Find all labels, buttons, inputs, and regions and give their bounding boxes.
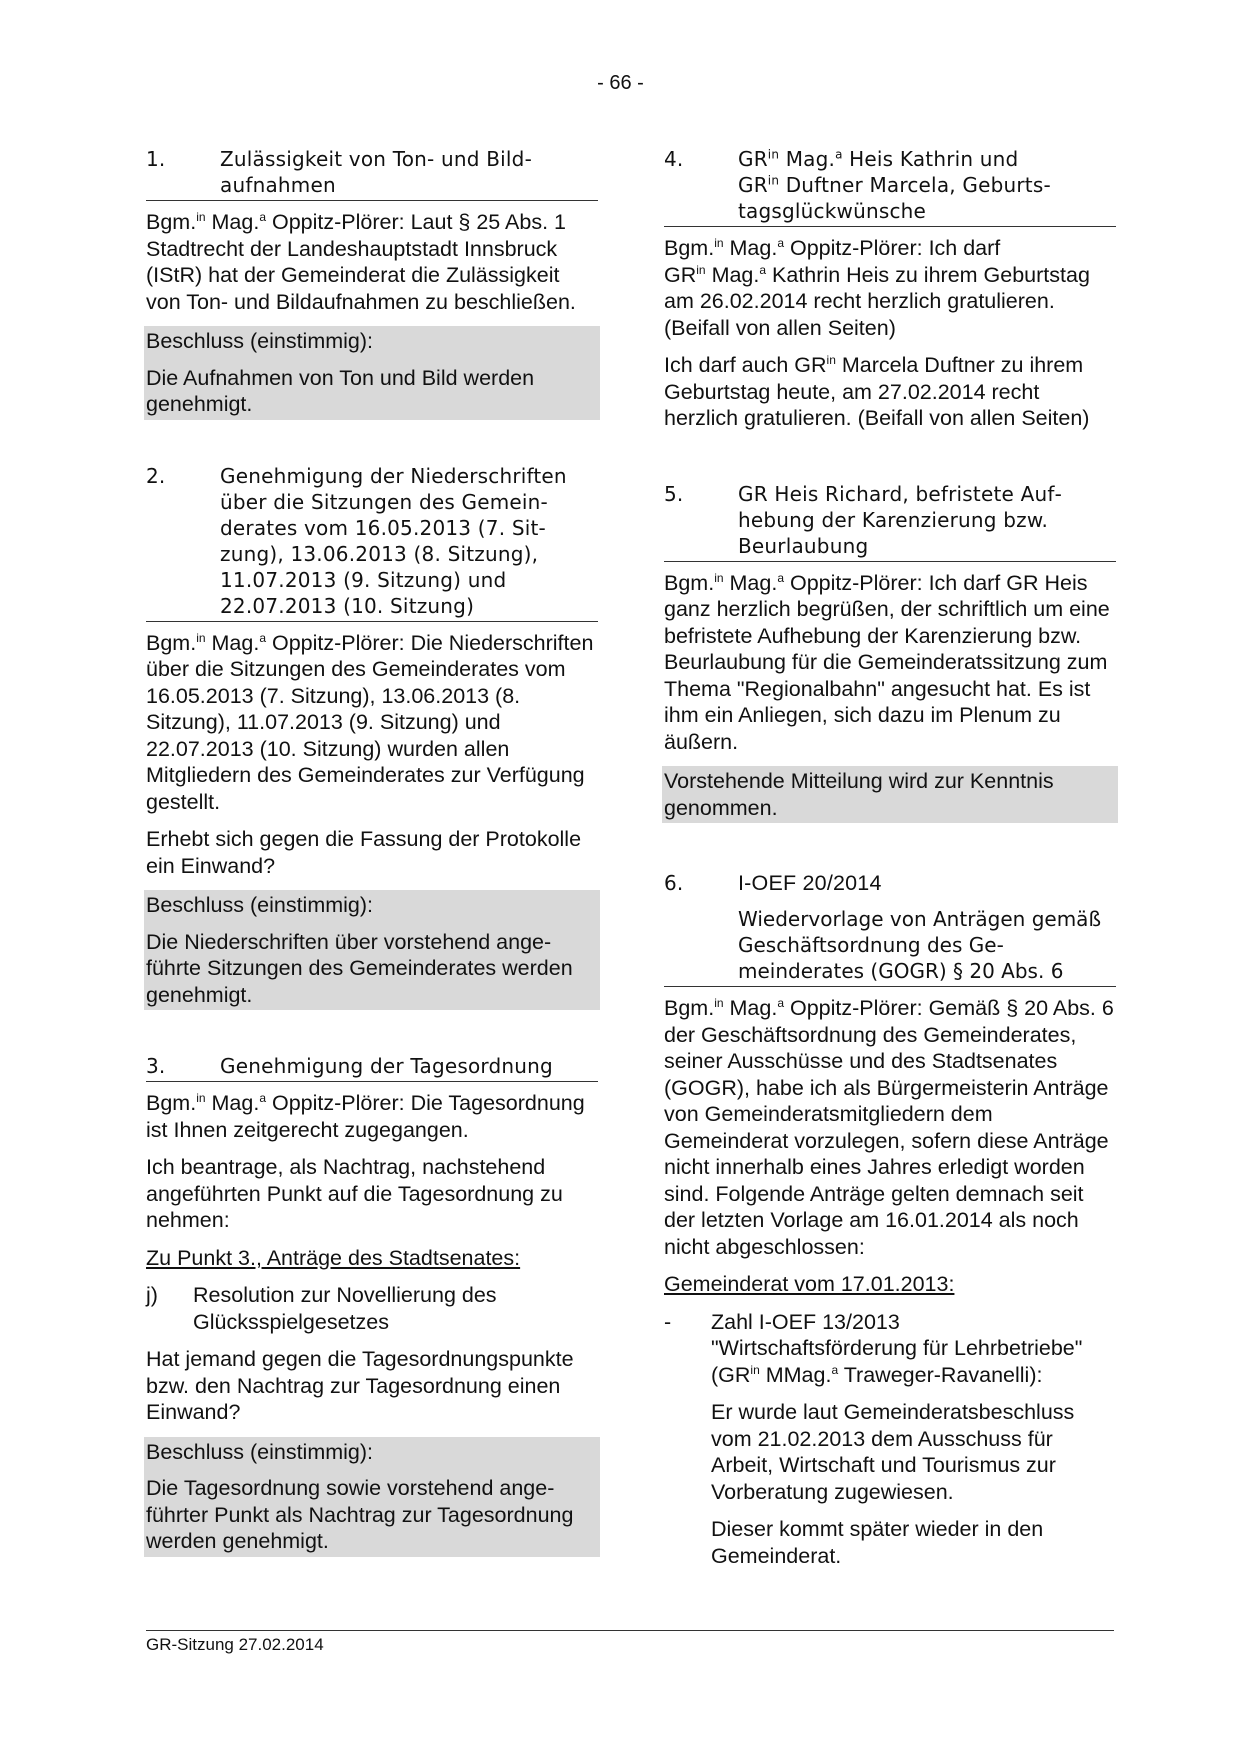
section-code: I-OEF 20/2014 bbox=[738, 871, 882, 895]
section-2-question: Erhebt sich gegen die Fassung der Protokolle ein Einwand? bbox=[146, 827, 582, 878]
section-3-subheading: Zu Punkt 3., Anträge des Stadtsenates: bbox=[146, 1245, 521, 1270]
section-title: Genehmigung der Niederschriften über die Sitzungen des Gemeinderates vom 16.05.2013 (7. Sitzung), 13.06.2013 (8. Sitzung), 11.07.2013 (9. Sitzung) und 22.07.2013 (10. Sitzung) bbox=[220, 463, 567, 618]
resolution-box bbox=[664, 766, 1116, 823]
resolution-box bbox=[146, 326, 598, 420]
section-4-heading bbox=[664, 146, 1116, 227]
section-4-body-2: Ich darf auch $GR^{in}$ Marcela Duftner zu ihrem Geburtstag heute, am 27.02.2014 recht herzlich gratulieren. (Beifall von allen Seiten) bbox=[664, 352, 1090, 430]
section-title: $GR^{in}$ Mag.$^a$ Heis Kathrin und $GR^{in}$ Duftner Marcela, Geburtstagsglückwünsche bbox=[738, 147, 1051, 223]
section-6-subheading: Gemeinderat vom 17.01.2013: bbox=[664, 1272, 955, 1296]
resolution-text: Vorstehende Mitteilung wird zur Kenntnis genommen. bbox=[662, 766, 1118, 823]
left-column bbox=[146, 146, 598, 1568]
resolution-box bbox=[146, 890, 598, 1010]
section-5-heading bbox=[664, 481, 1116, 562]
section-number: 4. bbox=[664, 147, 684, 171]
section-3-request: Ich beantrage, als Nachtrag, nachstehend angeführten Punkt auf die Tagesordnung zu nehmen: bbox=[146, 1155, 563, 1232]
resolution-box bbox=[146, 1437, 598, 1557]
section-6-body: Bgm.$^{in}$ Mag.$^a$ Oppitz-Plörer: Gemäß § 20 Abs. 6 der Geschäftsordnung des Gemeinderates, seiner Ausschüsse und des Stadtsenates (GOGR), habe ich als Bürgermeisterin Anträge von Gemeinderatsmitgliedern dem Gemeinderat vorzulegen, sofern diese Anträge nicht innerhalb eines Jahres erledigt worden sind. Folgende Anträge gelten demnach seit der letzten Vorlage am 16.01.2014 als noch nicht abgeschlossen: bbox=[664, 995, 1114, 1259]
list-item bbox=[146, 1282, 598, 1335]
section-4-body: Bgm.$^{in}$ Mag.$^a$ Oppitz-Plörer: Ich darf $GR^{in}$ Mag.$^a$ Kathrin Heis zu ihrem Geburtstag am 26.02.2014 recht herzlich gratulieren. (Beifall von allen Seiten) bbox=[664, 235, 1090, 340]
section-5-body: Bgm.$^{in}$ Mag.$^a$ Oppitz-Plörer: Ich darf GR Heis ganz herzlich begrüßen, der schriftlich um eine befristete Aufhebung der Karenzierung bzw. Beurlaubung für die Gemeinderatssitzung zum Thema "Regionalbahn" angesucht hat. Es ist ihm ein Anliegen, sich dazu im Plenum zu äußern. bbox=[664, 570, 1110, 754]
section-number: 2. bbox=[146, 463, 166, 488]
section-3-question: Hat jemand gegen die Tagesordnungspunkte bzw. den Nachtrag zur Tagesordnung einen Einwand? bbox=[146, 1347, 574, 1424]
section-2-heading bbox=[146, 463, 598, 622]
section-3-body: Bgm.$^{in}$ Mag.$^a$ Oppitz-Plörer: Die Tagesordnung ist Ihnen zeitgerecht zugegangen. bbox=[146, 1090, 585, 1142]
section-1-body: Bgm.$^{in}$ Mag.$^a$ Oppitz-Plörer: Laut § 25 Abs. 1 Stadtrecht der Landeshauptstadt Innsbruck (IStR) hat der Gemeinderat die Zulässigkeit von Ton- und Bildaufnahmen zu beschließen. bbox=[146, 209, 576, 314]
list-marker: j) bbox=[146, 1283, 158, 1307]
section-number: 3. bbox=[146, 1054, 166, 1078]
list-marker: - bbox=[664, 1309, 672, 1334]
page-number: - 66 - bbox=[597, 72, 644, 94]
right-column bbox=[664, 146, 1116, 1580]
section-3-heading bbox=[146, 1053, 598, 1082]
list-item-text: Resolution zur Novellierung des Glücksspielgesetzes bbox=[193, 1283, 497, 1334]
section-number: 6. bbox=[664, 871, 684, 895]
resolution-label: Beschluss (einstimmig): bbox=[144, 1437, 600, 1474]
section-1-heading bbox=[146, 146, 598, 201]
list-item-note: Er wurde laut Gemeinderatsbeschluss vom 21.02.2013 dem Ausschuss für Arbeit, Wirtschaft und Tourismus zur Vorberatung zugewiesen. bbox=[711, 1400, 1075, 1504]
list-item-note: Dieser kommt später wieder in den Gemeinderat. bbox=[711, 1517, 1044, 1568]
resolution-text: Die Tagesordnung sowie vorstehend angeführter Punkt als Nachtrag zur Tagesordnung werden genehmigt. bbox=[144, 1473, 600, 1557]
page-footer: GR-Sitzung 27.02.2014 bbox=[146, 1630, 1114, 1655]
section-number: 5. bbox=[664, 481, 684, 506]
section-2-body: Bgm.$^{in}$ Mag.$^a$ Oppitz-Plörer: Die Niederschriften über die Sitzungen des Gemeinderates vom 16.05.2013 (7. Sitzung), 13.06.2013 (8. Sitzung), 11.07.2013 (9. Sitzung) und 22.07.2013 (10. Sitzung) wurden allen Mitgliedern des Gemeinderates zur Verfügung gestellt. bbox=[146, 630, 594, 814]
section-title: Genehmigung der Tagesordnung bbox=[220, 1054, 553, 1078]
section-6-title: Wiedervorlage von Anträgen gemäß Geschäftsordnung des Gemeinderates (GOGR) § 20 Abs. 6 bbox=[664, 906, 1116, 987]
resolution-label: Beschluss (einstimmig): bbox=[144, 326, 600, 363]
section-number: 1. bbox=[146, 147, 166, 171]
resolution-label: Beschluss (einstimmig): bbox=[144, 890, 600, 927]
list-item bbox=[664, 1309, 1116, 1389]
resolution-text: Die Aufnahmen von Ton und Bild werden genehmigt. bbox=[144, 363, 600, 420]
section-6-heading bbox=[664, 870, 1116, 896]
section-title: GR Heis Richard, befristete Aufhebung der Karenzierung bzw. Beurlaubung bbox=[738, 481, 1062, 558]
resolution-text: Die Niederschriften über vorstehend angeführte Sitzungen des Gemeinderates werden genehmigt. bbox=[144, 927, 600, 1011]
section-title: Zulässigkeit von Ton- und Bildaufnahmen bbox=[220, 147, 532, 197]
list-item-text: Zahl I-OEF 13/2013 "Wirtschaftsförderung für Lehrbetriebe" ($GR^{in}$ MMag.$^a$ Traweger-Ravanelli): bbox=[711, 1309, 1083, 1387]
